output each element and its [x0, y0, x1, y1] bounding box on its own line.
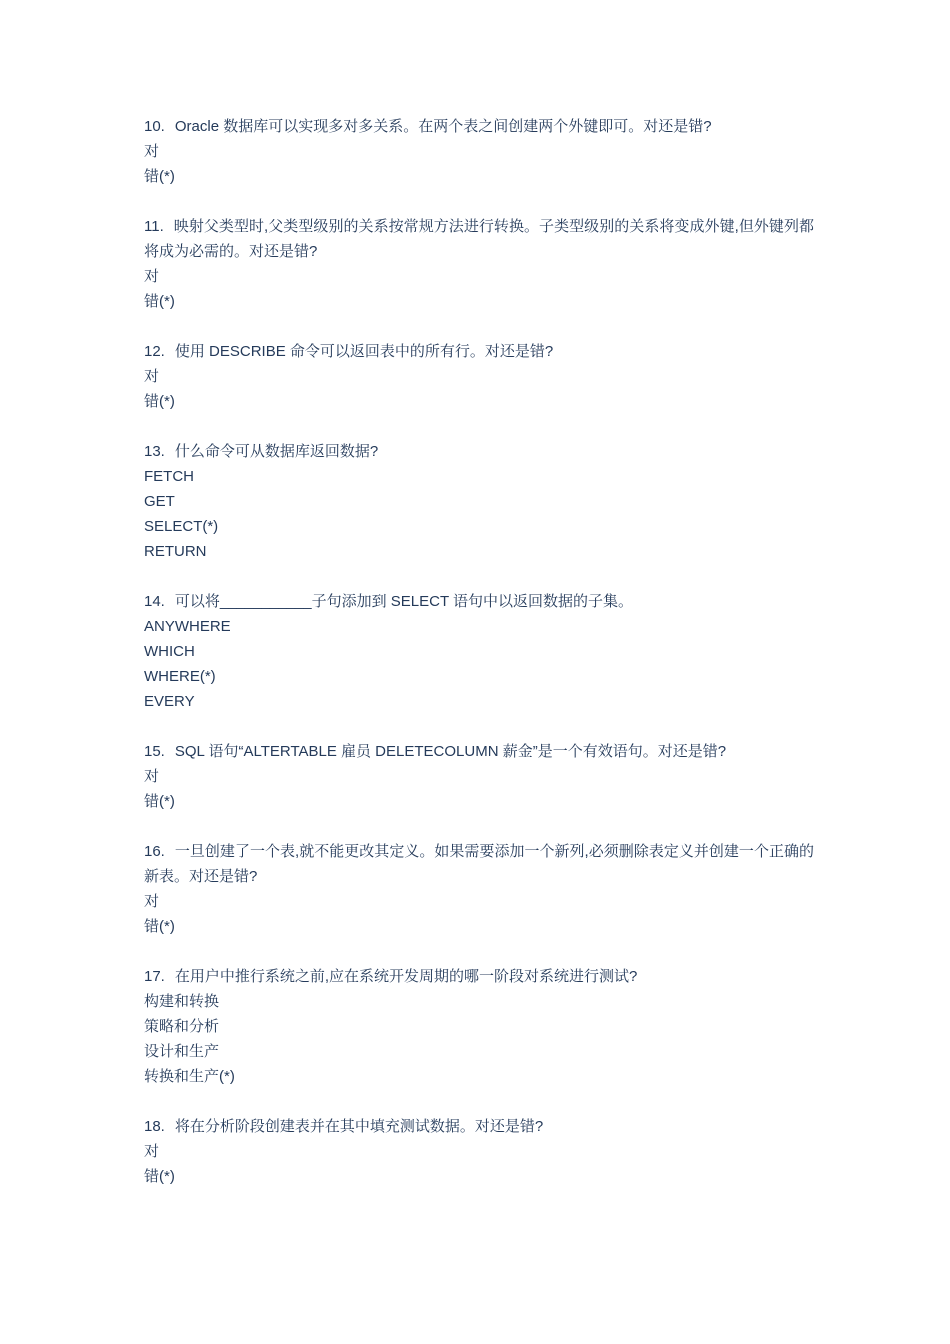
question-15 — [144, 739, 814, 814]
answer-option-correct: 错(*) — [144, 918, 175, 935]
question-number: 12. — [144, 343, 165, 360]
question-text — [144, 339, 814, 364]
question-body: 将在分析阶段创建表并在其中填充测试数据。对还是错? — [174, 1118, 544, 1135]
question-13 — [144, 439, 814, 564]
answer-option: 构建和转换 — [144, 993, 220, 1010]
document-page — [144, 114, 814, 1214]
question-text — [144, 1114, 814, 1139]
answer-option: 对 — [144, 268, 160, 285]
question-18 — [144, 1114, 814, 1189]
answer-option: 对 — [144, 768, 160, 785]
question-body: SQL 语句“ALTERTABLE 雇员 DELETECOLUMN 薪金”是一个有效语句。对还是错? — [174, 743, 727, 760]
answer-option: 对 — [144, 893, 160, 910]
question-number: 16. — [144, 843, 165, 860]
answer-option-correct: 错(*) — [144, 393, 175, 410]
question-text — [144, 114, 814, 139]
question-12 — [144, 339, 814, 414]
answer-option: FETCH — [144, 468, 194, 485]
question-body: 在用户中推行系统之前,应在系统开发周期的哪一阶段对系统进行测试? — [174, 968, 638, 985]
answer-option-correct: SELECT(*) — [144, 518, 219, 535]
question-number: 10. — [144, 118, 165, 135]
answer-option-correct: 错(*) — [144, 293, 175, 310]
answer-option: ANYWHERE — [144, 618, 231, 635]
answer-option: 对 — [144, 143, 160, 160]
answer-option: 设计和生产 — [144, 1043, 220, 1060]
question-number: 11. — [144, 218, 164, 235]
question-body: 可以将___________子句添加到 SELECT 语句中以返回数据的子集。 — [174, 593, 634, 610]
answer-option: WHICH — [144, 643, 195, 660]
question-number: 17. — [144, 968, 165, 985]
answer-option-correct: 错(*) — [144, 793, 175, 810]
question-text — [144, 214, 814, 264]
answer-option-correct: WHERE(*) — [144, 668, 216, 685]
answer-option: 对 — [144, 368, 160, 385]
question-body: 使用 DESCRIBE 命令可以返回表中的所有行。对还是错? — [174, 343, 554, 360]
answer-option-correct: 错(*) — [144, 1168, 175, 1185]
question-body: Oracle 数据库可以实现多对多关系。在两个表之间创建两个外键即可。对还是错? — [174, 118, 712, 135]
question-16 — [144, 839, 814, 939]
question-text — [144, 839, 814, 889]
question-text — [144, 439, 814, 464]
answer-option: 策略和分析 — [144, 1018, 220, 1035]
question-17 — [144, 964, 814, 1089]
question-text — [144, 589, 814, 614]
question-number: 14. — [144, 593, 165, 610]
question-body: 映射父类型时,父类型级别的关系按常规方法进行转换。子类型级别的关系将变成外键,但外键列都将成为必需的。对还是错? — [144, 218, 814, 260]
question-body: 什么命令可从数据库返回数据? — [174, 443, 379, 460]
answer-option-correct: 错(*) — [144, 168, 175, 185]
answer-option: EVERY — [144, 693, 195, 710]
question-14 — [144, 589, 814, 714]
question-text — [144, 739, 814, 764]
answer-option: GET — [144, 493, 175, 510]
question-body: 一旦创建了一个表,就不能更改其定义。如果需要添加一个新列,必须删除表定义并创建一个正确的新表。对还是错? — [144, 843, 814, 885]
question-number: 18. — [144, 1118, 165, 1135]
question-number: 15. — [144, 743, 165, 760]
answer-option: RETURN — [144, 543, 207, 560]
answer-option-correct: 转换和生产(*) — [144, 1068, 235, 1085]
answer-option: 对 — [144, 1143, 160, 1160]
question-11 — [144, 214, 814, 314]
question-text — [144, 964, 814, 989]
question-number: 13. — [144, 443, 165, 460]
question-10 — [144, 114, 814, 189]
